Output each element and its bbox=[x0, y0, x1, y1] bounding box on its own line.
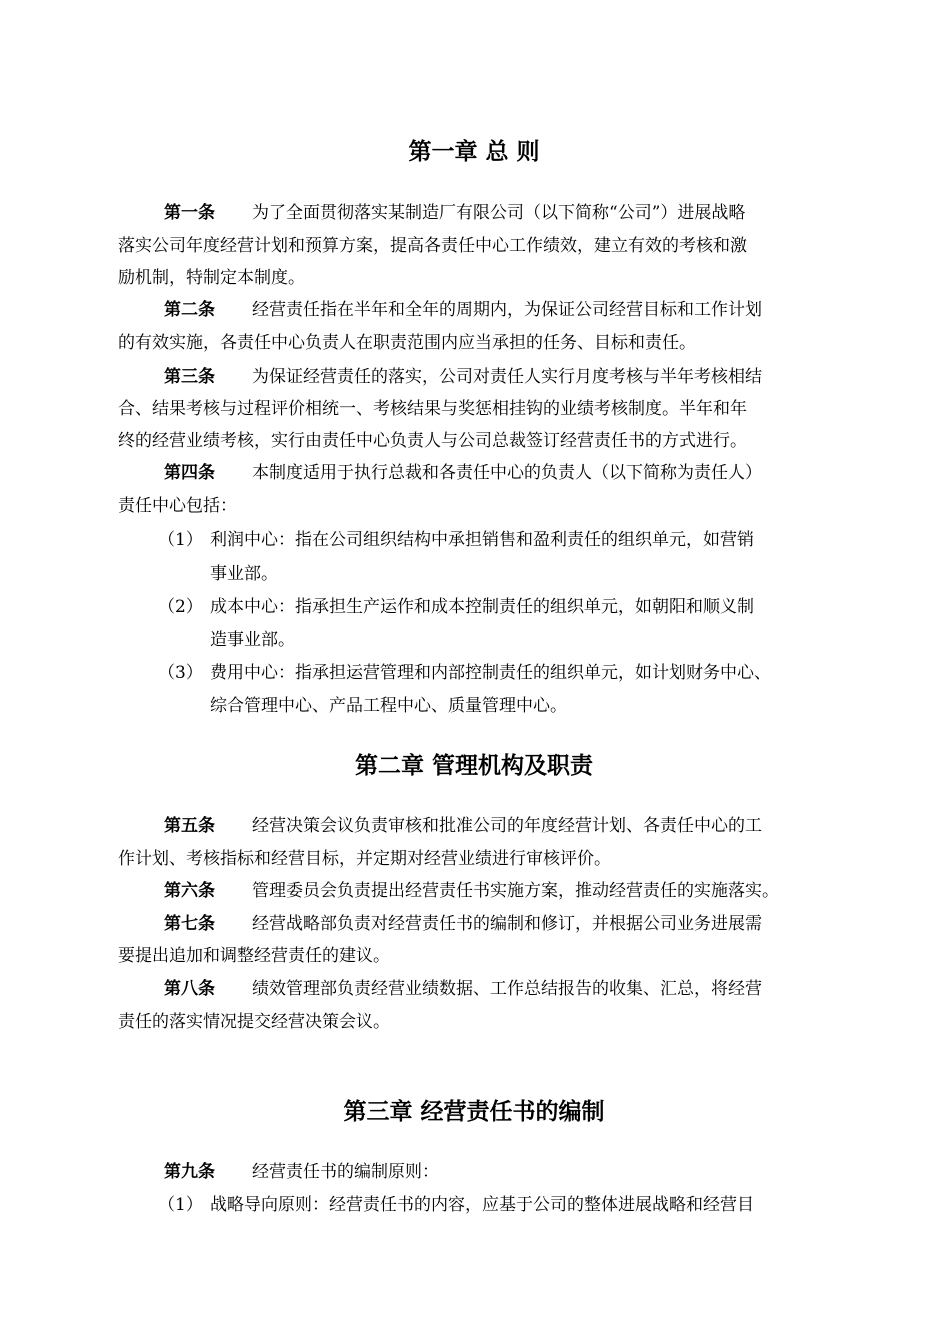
article-7-line-2: 要提出追加和调整经营责任的建议。 bbox=[118, 946, 390, 966]
article-1-label: 第一条 bbox=[164, 203, 215, 223]
article-5-line-2: 作计划、考核指标和经营目标，并定期对经营业绩进行审核评价。 bbox=[118, 849, 611, 869]
article-2-line-1: 第二条 经营责任指在半年和全年的周期内，为保证公司经营目标和工作计划 bbox=[164, 300, 762, 320]
article-3-line-3: 终的经营业绩考核，实行由责任中心负责人与公司总裁签订经营责任书的方式进行。 bbox=[118, 431, 747, 451]
article-9-label: 第九条 bbox=[164, 1162, 215, 1182]
article-9-line-1: 第九条 经营责任书的编制原则： bbox=[164, 1162, 439, 1182]
center-1-line-2: 事业部。 bbox=[210, 564, 278, 584]
center-1-number: （1） bbox=[158, 530, 203, 550]
article-4-line-2: 责任中心包括： bbox=[118, 496, 237, 516]
principle-1-number: （1） bbox=[158, 1195, 203, 1215]
article-3-label: 第三条 bbox=[164, 367, 215, 387]
center-1-line-1: （1） 利润中心：指在公司组织结构中承担销售和盈利责任的组织单元，如营销 bbox=[158, 530, 754, 550]
center-2-line-1: （2） 成本中心：指承担生产运作和成本控制责任的组织单元，如朝阳和顺义制 bbox=[158, 597, 754, 617]
center-3-line-2: 综合管理中心、产品工程中心、质量管理中心。 bbox=[210, 696, 567, 716]
article-8-label: 第八条 bbox=[164, 979, 215, 999]
center-3-line-1: （3） 费用中心：指承担运营管理和内部控制责任的组织单元，如计划财务中心、 bbox=[158, 663, 771, 683]
chapter-3-title: 第三章 经营责任书的编制 bbox=[343, 1099, 605, 1125]
article-5-label: 第五条 bbox=[164, 816, 215, 836]
article-3-line-2: 合、结果考核与过程评价相统一、考核结果与奖惩相挂钩的业绩考核制度。半年和年 bbox=[118, 399, 747, 419]
article-8-line-2: 责任的落实情况提交经营决策会议。 bbox=[118, 1012, 390, 1032]
article-8-line-1: 第八条 绩效管理部负责经营业绩数据、工作总结报告的收集、汇总，将经营 bbox=[164, 979, 762, 999]
article-4-line-1: 第四条 本制度适用于执行总裁和各责任中心的负责人（以下简称为责任人） bbox=[164, 463, 762, 483]
article-4-label: 第四条 bbox=[164, 463, 215, 483]
article-5-line-1: 第五条 经营决策会议负责审核和批准公司的年度经营计划、各责任中心的工 bbox=[164, 816, 762, 836]
center-2-line-2: 造事业部。 bbox=[210, 630, 295, 650]
chapter-1-title: 第一章 总 则 bbox=[408, 139, 540, 165]
center-3-number: （3） bbox=[158, 663, 203, 683]
article-7-label: 第七条 bbox=[164, 914, 215, 934]
center-2-number: （2） bbox=[158, 597, 203, 617]
article-2-line-2: 的有效实施，各责任中心负责人在职责范围内应当承担的任务、目标和责任。 bbox=[118, 333, 696, 353]
article-1-line-1: 第一条 为了全面贯彻落实某制造厂有限公司（以下简称“公司”）进展战略 bbox=[164, 203, 746, 223]
chapter-2-title: 第二章 管理机构及职责 bbox=[354, 753, 593, 779]
article-1-line-3: 励机制，特制定本制度。 bbox=[118, 268, 305, 288]
principle-1-line-1: （1） 战略导向原则：经营责任书的内容，应基于公司的整体进展战略和经营目 bbox=[158, 1195, 754, 1215]
article-6-line-1: 第六条 管理委员会负责提出经营责任书实施方案，推动经营责任的实施落实。 bbox=[164, 881, 779, 901]
article-2-label: 第二条 bbox=[164, 300, 215, 320]
article-3-line-1: 第三条 为保证经营责任的落实，公司对责任人实行月度考核与半年考核相结 bbox=[164, 367, 762, 387]
article-6-label: 第六条 bbox=[164, 881, 215, 901]
article-7-line-1: 第七条 经营战略部负责对经营责任书的编制和修订，并根据公司业务进展需 bbox=[164, 914, 762, 934]
article-1-line-2: 落实公司年度经营计划和预算方案，提高各责任中心工作绩效，建立有效的考核和激 bbox=[118, 236, 747, 256]
